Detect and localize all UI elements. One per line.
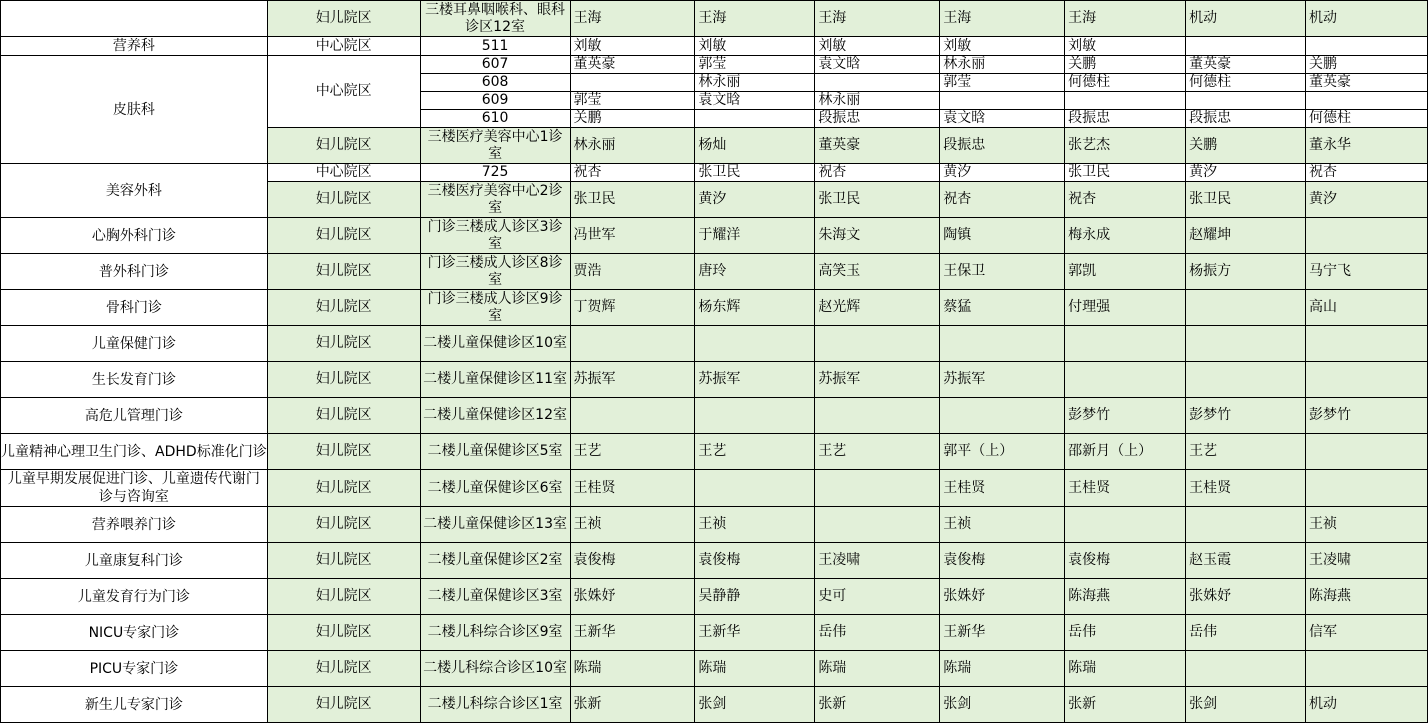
- doctor-cell: [1186, 651, 1306, 687]
- department-cell: 儿童康复科门诊: [1, 543, 268, 579]
- doctor-cell: 彭梦竹: [1306, 398, 1428, 434]
- department-cell: 骨科门诊: [1, 290, 268, 326]
- doctor-cell: 张卫民: [1186, 182, 1306, 218]
- doctor-cell: 张姝妤: [1186, 579, 1306, 615]
- doctor-cell: 赵光辉: [815, 290, 940, 326]
- doctor-cell: 史可: [815, 579, 940, 615]
- doctor-cell: [695, 470, 815, 507]
- room-cell: 二楼儿童保健诊区10室: [420, 326, 570, 362]
- doctor-cell: 马宁飞: [1306, 254, 1428, 290]
- doctor-cell: 杨振方: [1186, 254, 1306, 290]
- doctor-cell: 唐玲: [695, 254, 815, 290]
- doctor-cell: 袁俊梅: [695, 543, 815, 579]
- doctor-cell: 王祯: [1306, 507, 1428, 543]
- doctor-cell: 吴静静: [695, 579, 815, 615]
- doctor-cell: 梅永成: [1065, 218, 1186, 254]
- doctor-cell: 机动: [1186, 1, 1306, 37]
- room-cell: 二楼儿科综合诊区10室: [420, 651, 570, 687]
- doctor-cell: 段振忠: [940, 128, 1065, 164]
- campus-cell: 妇儿院区: [267, 182, 420, 218]
- doctor-cell: [940, 92, 1065, 110]
- doctor-cell: 彭梦竹: [1065, 398, 1186, 434]
- doctor-cell: 张新: [815, 687, 940, 723]
- doctor-cell: 祝杏: [570, 164, 695, 182]
- room-cell: 二楼儿童保健诊区11室: [420, 362, 570, 398]
- campus-cell: 妇儿院区: [267, 507, 420, 543]
- doctor-cell: 王祯: [940, 507, 1065, 543]
- doctor-cell: [1065, 326, 1186, 362]
- doctor-cell: 苏振军: [815, 362, 940, 398]
- room-cell: 二楼儿科综合诊区9室: [420, 615, 570, 651]
- doctor-cell: 于耀洋: [695, 218, 815, 254]
- table-row: [1, 687, 1428, 723]
- doctor-cell: 董永华: [1306, 128, 1428, 164]
- doctor-cell: [1306, 326, 1428, 362]
- doctor-cell: [1306, 92, 1428, 110]
- doctor-cell: 陈海燕: [1065, 579, 1186, 615]
- doctor-cell: 关鹏: [1306, 56, 1428, 74]
- doctor-cell: [1306, 218, 1428, 254]
- doctor-cell: 林永丽: [695, 74, 815, 92]
- doctor-cell: [1186, 92, 1306, 110]
- doctor-cell: [1186, 326, 1306, 362]
- doctor-cell: [1306, 362, 1428, 398]
- department-cell: 皮肤科: [1, 56, 268, 164]
- doctor-cell: [1065, 362, 1186, 398]
- doctor-cell: 贾浩: [570, 254, 695, 290]
- doctor-cell: 关鹏: [570, 110, 695, 128]
- doctor-cell: 王桂贤: [570, 470, 695, 507]
- doctor-cell: 苏振军: [570, 362, 695, 398]
- room-cell: 725: [420, 164, 570, 182]
- doctor-cell: 黄汐: [940, 164, 1065, 182]
- doctor-cell: 林永丽: [570, 128, 695, 164]
- doctor-cell: [815, 470, 940, 507]
- department-cell: 儿童早期发展促进门诊、儿童遗传代谢门诊与咨询室: [1, 470, 268, 507]
- department-cell: NICU专家门诊: [1, 615, 268, 651]
- doctor-cell: 陈瑞: [1065, 651, 1186, 687]
- department-cell: 儿童保健门诊: [1, 326, 268, 362]
- room-cell: 610: [420, 110, 570, 128]
- campus-cell: 中心院区: [267, 37, 420, 56]
- doctor-cell: 郭莹: [695, 56, 815, 74]
- table-row: [1, 164, 1428, 182]
- campus-cell: 妇儿院区: [267, 615, 420, 651]
- room-cell: 二楼儿童保健诊区6室: [420, 470, 570, 507]
- doctor-cell: 关鹏: [1186, 128, 1306, 164]
- room-cell: 二楼儿童保健诊区13室: [420, 507, 570, 543]
- room-cell: 门诊三楼成人诊区8诊室: [420, 254, 570, 290]
- doctor-cell: 张新: [570, 687, 695, 723]
- doctor-cell: [940, 326, 1065, 362]
- table-row: [1, 218, 1428, 254]
- doctor-cell: [815, 398, 940, 434]
- room-cell: 门诊三楼成人诊区9诊室: [420, 290, 570, 326]
- doctor-cell: 朱海文: [815, 218, 940, 254]
- doctor-cell: 郭平（上）: [940, 434, 1065, 470]
- doctor-cell: 郭莹: [940, 74, 1065, 92]
- table-row: [1, 398, 1428, 434]
- department-cell: 美容外科: [1, 164, 268, 218]
- campus-cell: 妇儿院区: [267, 218, 420, 254]
- table-row: [1, 56, 1428, 74]
- doctor-cell: [695, 398, 815, 434]
- doctor-cell: 何德柱: [1065, 74, 1186, 92]
- doctor-cell: 张姝妤: [940, 579, 1065, 615]
- doctor-cell: [570, 398, 695, 434]
- doctor-cell: 关鹏: [1065, 56, 1186, 74]
- table-row: [1, 290, 1428, 326]
- doctor-cell: [1186, 362, 1306, 398]
- room-cell: 609: [420, 92, 570, 110]
- doctor-cell: 王桂贤: [940, 470, 1065, 507]
- doctor-cell: 王海: [570, 1, 695, 37]
- table-row: [1, 362, 1428, 398]
- doctor-cell: 陶镇: [940, 218, 1065, 254]
- doctor-cell: 机动: [1306, 687, 1428, 723]
- department-cell: 儿童发育行为门诊: [1, 579, 268, 615]
- doctor-cell: 赵耀坤: [1186, 218, 1306, 254]
- doctor-cell: 董英豪: [570, 56, 695, 74]
- doctor-cell: 黄汐: [1186, 164, 1306, 182]
- doctor-cell: 陈瑞: [815, 651, 940, 687]
- doctor-cell: 董英豪: [1186, 56, 1306, 74]
- doctor-cell: 黄汐: [695, 182, 815, 218]
- doctor-cell: [1306, 651, 1428, 687]
- doctor-cell: 郭莹: [570, 92, 695, 110]
- campus-cell: 妇儿院区: [267, 579, 420, 615]
- doctor-cell: 段振忠: [1065, 110, 1186, 128]
- table-row: [1, 326, 1428, 362]
- department-cell: [1, 1, 268, 37]
- doctor-cell: 何德柱: [1186, 74, 1306, 92]
- campus-cell: 妇儿院区: [267, 687, 420, 723]
- campus-cell: 妇儿院区: [267, 651, 420, 687]
- room-cell: 三楼医疗美容中心2诊室: [420, 182, 570, 218]
- campus-cell: 妇儿院区: [267, 434, 420, 470]
- doctor-cell: 杨东辉: [695, 290, 815, 326]
- room-cell: 二楼儿童保健诊区5室: [420, 434, 570, 470]
- doctor-cell: 王凌啸: [1306, 543, 1428, 579]
- table-row: [1, 579, 1428, 615]
- doctor-cell: 刘敏: [695, 37, 815, 56]
- doctor-cell: 王新华: [940, 615, 1065, 651]
- doctor-cell: 祝杏: [1306, 164, 1428, 182]
- doctor-cell: 袁俊梅: [1065, 543, 1186, 579]
- room-cell: 511: [420, 37, 570, 56]
- doctor-cell: [570, 326, 695, 362]
- doctor-cell: 刘敏: [940, 37, 1065, 56]
- department-cell: 高危儿管理门诊: [1, 398, 268, 434]
- doctor-cell: [1186, 507, 1306, 543]
- doctor-cell: 张剑: [940, 687, 1065, 723]
- table-row: [1, 543, 1428, 579]
- room-cell: 二楼儿童保健诊区3室: [420, 579, 570, 615]
- doctor-cell: [1306, 470, 1428, 507]
- doctor-cell: 林永丽: [940, 56, 1065, 74]
- doctor-cell: 袁文晗: [940, 110, 1065, 128]
- room-cell: 二楼儿童保健诊区12室: [420, 398, 570, 434]
- doctor-cell: [1306, 37, 1428, 56]
- doctor-cell: 袁文晗: [695, 92, 815, 110]
- doctor-cell: [940, 398, 1065, 434]
- doctor-cell: 张姝妤: [570, 579, 695, 615]
- table-row: [1, 507, 1428, 543]
- doctor-cell: 张新: [1065, 687, 1186, 723]
- doctor-cell: 王新华: [695, 615, 815, 651]
- room-cell: 三楼医疗美容中心1诊室: [420, 128, 570, 164]
- campus-cell: 妇儿院区: [267, 543, 420, 579]
- room-cell: 607: [420, 56, 570, 74]
- doctor-cell: [695, 110, 815, 128]
- doctor-cell: 陈瑞: [940, 651, 1065, 687]
- doctor-cell: 刘敏: [1065, 37, 1186, 56]
- doctor-cell: 陈瑞: [695, 651, 815, 687]
- doctor-cell: 张卫民: [695, 164, 815, 182]
- table-row: [1, 651, 1428, 687]
- doctor-cell: 岳伟: [815, 615, 940, 651]
- doctor-cell: 张艺杰: [1065, 128, 1186, 164]
- doctor-cell: 冯世军: [570, 218, 695, 254]
- table-row: [1, 615, 1428, 651]
- doctor-cell: [815, 507, 940, 543]
- doctor-cell: 王桂贤: [1065, 470, 1186, 507]
- doctor-cell: 黄汐: [1306, 182, 1428, 218]
- doctor-cell: 祝杏: [815, 164, 940, 182]
- doctor-cell: 段振忠: [815, 110, 940, 128]
- doctor-cell: 郭凯: [1065, 254, 1186, 290]
- doctor-cell: 岳伟: [1065, 615, 1186, 651]
- doctor-cell: 王艺: [695, 434, 815, 470]
- department-cell: 普外科门诊: [1, 254, 268, 290]
- doctor-cell: 林永丽: [815, 92, 940, 110]
- department-cell: 儿童精神心理卫生门诊、ADHD标准化门诊: [1, 434, 268, 470]
- doctor-cell: 陈海燕: [1306, 579, 1428, 615]
- doctor-cell: 王海: [815, 1, 940, 37]
- doctor-cell: 张卫民: [570, 182, 695, 218]
- doctor-cell: 王祯: [695, 507, 815, 543]
- table-row: [1, 254, 1428, 290]
- campus-cell: 中心院区: [267, 164, 420, 182]
- doctor-cell: 机动: [1306, 1, 1428, 37]
- doctor-cell: [815, 74, 940, 92]
- doctor-cell: [1065, 507, 1186, 543]
- doctor-cell: 苏振军: [940, 362, 1065, 398]
- doctor-cell: 袁俊梅: [940, 543, 1065, 579]
- department-cell: 营养喂养门诊: [1, 507, 268, 543]
- doctor-cell: 苏振军: [695, 362, 815, 398]
- doctor-cell: 高笑玉: [815, 254, 940, 290]
- table-row: [1, 37, 1428, 56]
- doctor-cell: [1186, 290, 1306, 326]
- doctor-cell: 董英豪: [1306, 74, 1428, 92]
- doctor-cell: 何德柱: [1306, 110, 1428, 128]
- doctor-cell: 岳伟: [1186, 615, 1306, 651]
- doctor-cell: 王海: [1065, 1, 1186, 37]
- room-cell: 门诊三楼成人诊区3诊室: [420, 218, 570, 254]
- doctor-cell: 王海: [695, 1, 815, 37]
- doctor-cell: 蔡猛: [940, 290, 1065, 326]
- campus-cell: 妇儿院区: [267, 290, 420, 326]
- department-cell: PICU专家门诊: [1, 651, 268, 687]
- department-cell: 新生儿专家门诊: [1, 687, 268, 723]
- doctor-cell: 王桂贤: [1186, 470, 1306, 507]
- doctor-cell: 高山: [1306, 290, 1428, 326]
- doctor-cell: 王海: [940, 1, 1065, 37]
- doctor-cell: 信军: [1306, 615, 1428, 651]
- doctor-cell: 王凌啸: [815, 543, 940, 579]
- doctor-cell: 祝杏: [1065, 182, 1186, 218]
- doctor-cell: 邵新月（上）: [1065, 434, 1186, 470]
- doctor-cell: [1065, 92, 1186, 110]
- doctor-cell: 王祯: [570, 507, 695, 543]
- doctor-cell: 丁贺辉: [570, 290, 695, 326]
- doctor-cell: 刘敏: [570, 37, 695, 56]
- department-cell: 营养科: [1, 37, 268, 56]
- doctor-cell: 陈瑞: [570, 651, 695, 687]
- doctor-cell: 袁文晗: [815, 56, 940, 74]
- doctor-cell: 董英豪: [815, 128, 940, 164]
- doctor-cell: 王艺: [815, 434, 940, 470]
- doctor-cell: 张卫民: [815, 182, 940, 218]
- campus-cell: 妇儿院区: [267, 398, 420, 434]
- campus-cell: 妇儿院区: [267, 254, 420, 290]
- doctor-cell: 王艺: [1186, 434, 1306, 470]
- doctor-cell: 祝杏: [940, 182, 1065, 218]
- campus-cell: 妇儿院区: [267, 470, 420, 507]
- doctor-cell: 王保卫: [940, 254, 1065, 290]
- doctor-cell: [570, 74, 695, 92]
- doctor-cell: [695, 326, 815, 362]
- campus-cell: 妇儿院区: [267, 362, 420, 398]
- table-row: [1, 470, 1428, 507]
- table-row: [1, 1, 1428, 37]
- room-cell: 二楼儿科综合诊区1室: [420, 687, 570, 723]
- room-cell: 二楼儿童保健诊区2室: [420, 543, 570, 579]
- table-row: [1, 434, 1428, 470]
- doctor-cell: 张卫民: [1065, 164, 1186, 182]
- doctor-cell: [815, 326, 940, 362]
- doctor-cell: [1306, 434, 1428, 470]
- campus-cell: 妇儿院区: [267, 128, 420, 164]
- doctor-cell: 刘敏: [815, 37, 940, 56]
- doctor-cell: 王新华: [570, 615, 695, 651]
- doctor-cell: 张剑: [695, 687, 815, 723]
- doctor-cell: [1186, 37, 1306, 56]
- campus-cell: 妇儿院区: [267, 1, 420, 37]
- campus-cell: 中心院区: [267, 56, 420, 128]
- room-cell: 三楼耳鼻咽喉科、眼科诊区12室: [420, 1, 570, 37]
- doctor-cell: 王艺: [570, 434, 695, 470]
- doctor-cell: 张剑: [1186, 687, 1306, 723]
- room-cell: 608: [420, 74, 570, 92]
- doctor-cell: 杨灿: [695, 128, 815, 164]
- doctor-cell: 袁俊梅: [570, 543, 695, 579]
- doctor-cell: 彭梦竹: [1186, 398, 1306, 434]
- department-cell: 生长发育门诊: [1, 362, 268, 398]
- doctor-cell: 赵玉霞: [1186, 543, 1306, 579]
- doctor-cell: 付理强: [1065, 290, 1186, 326]
- department-cell: 心胸外科门诊: [1, 218, 268, 254]
- doctor-cell: 段振忠: [1186, 110, 1306, 128]
- campus-cell: 妇儿院区: [267, 326, 420, 362]
